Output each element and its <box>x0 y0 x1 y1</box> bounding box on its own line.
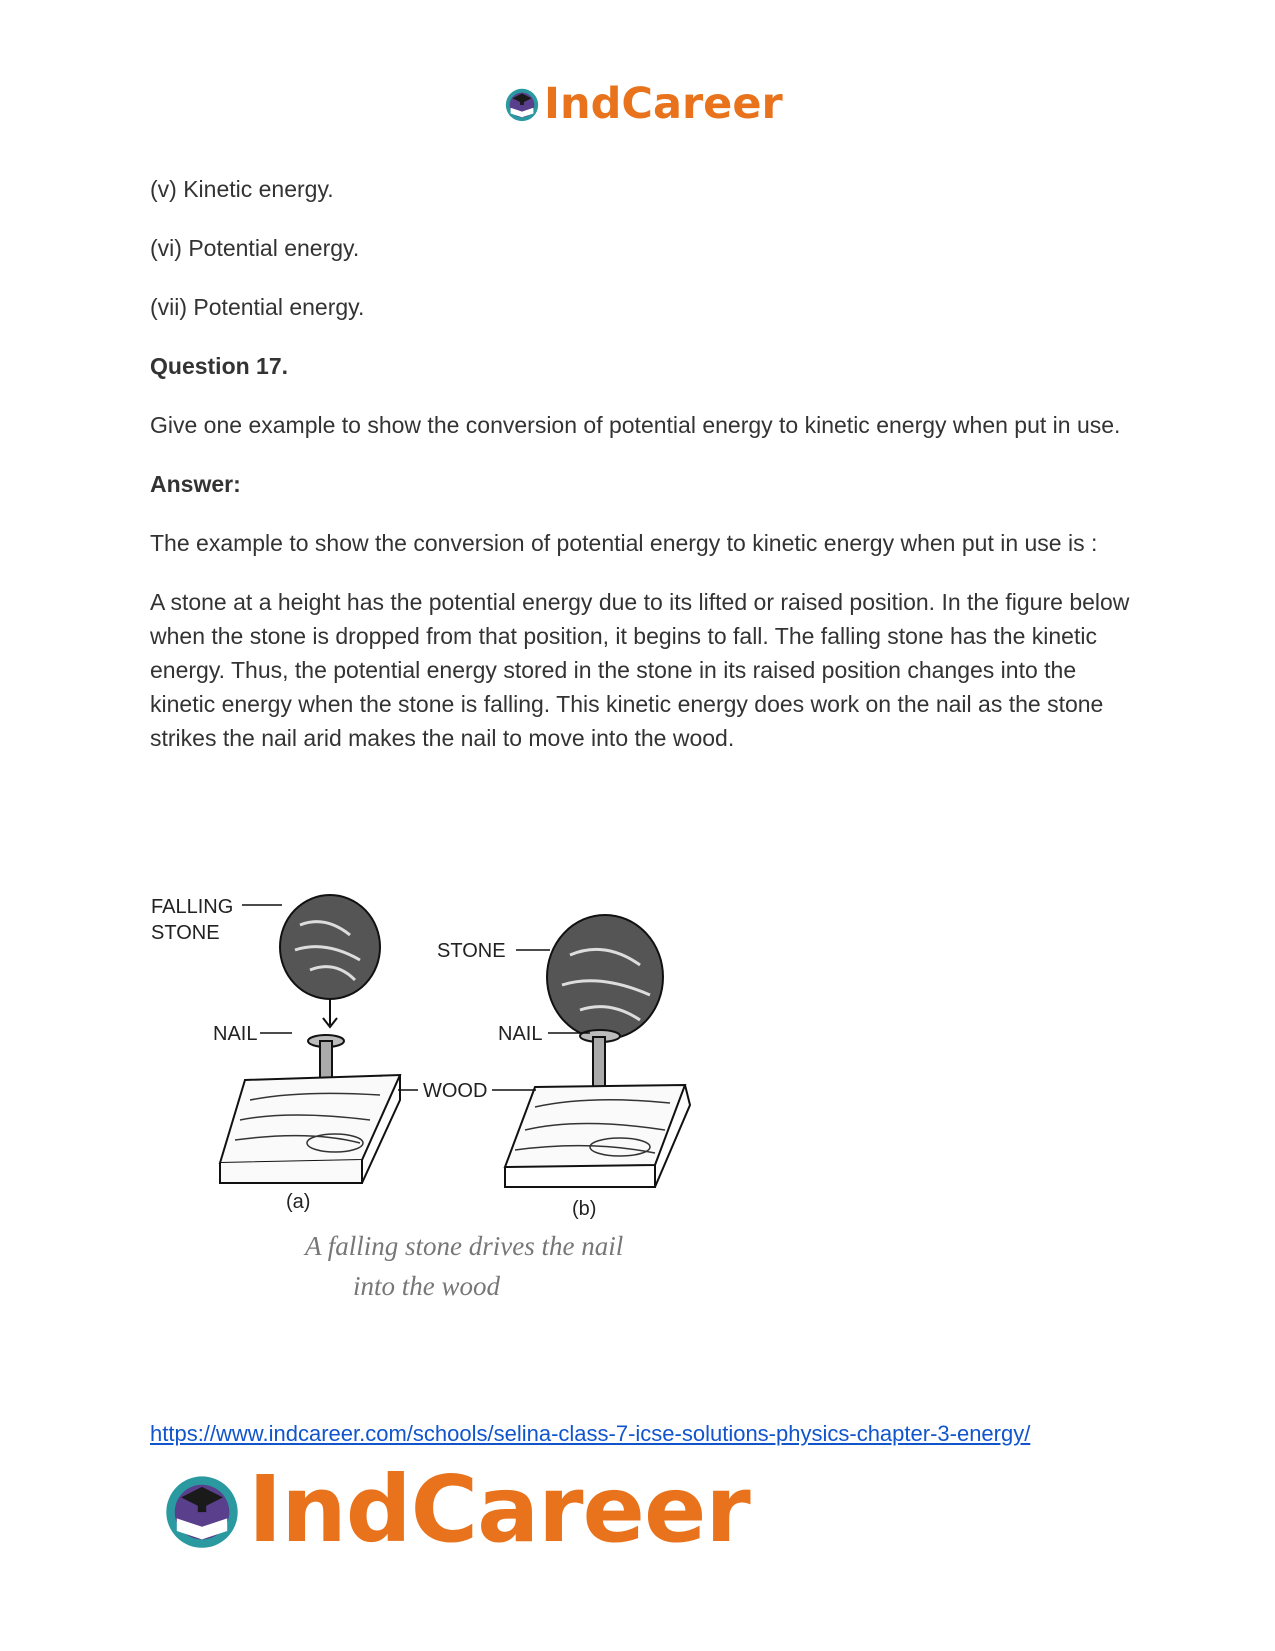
answer-heading: Answer: <box>150 471 241 497</box>
label-panel-b: (b) <box>572 1198 597 1220</box>
globe-book-icon <box>160 1468 244 1552</box>
label-panel-a: (a) <box>286 1191 311 1213</box>
answer-body: A stone at a height has the potential energy due to its lifted or raised position. In the figure below when the stone is dropped from that position, it begins to fall. The falling stone has the kinetic energy. Thus, the potential energy stored in the stone in its raised position changes into the kinetic energy when the stone is falling. This kinetic energy does work on the nail as the stone strikes the nail arid makes the nail to move into the wood. <box>150 589 1130 751</box>
figure-caption-line1: A falling stone drives the nail <box>305 1231 624 1261</box>
question-text: Give one example to show the conversion of potential energy to kinetic energy when put in use. <box>150 412 1121 438</box>
label-nail-b: NAIL <box>498 1023 543 1045</box>
label-wood: WOOD <box>423 1080 488 1102</box>
footer-logo <box>160 1456 750 1563</box>
logo-text: IndCareer <box>544 78 783 129</box>
question-heading: Question 17. <box>150 353 289 379</box>
label-stone: STONE <box>437 940 506 962</box>
globe-book-icon <box>503 85 541 123</box>
list-item: (vii) Potential energy. <box>150 294 365 320</box>
label-nail-a: NAIL <box>213 1023 258 1045</box>
logo-text: IndCareer <box>248 1456 750 1563</box>
stone-nail-figure <box>150 885 750 1325</box>
list-item: (vi) Potential energy. <box>150 235 360 261</box>
stone-shape <box>547 915 663 1039</box>
header-logo <box>503 76 783 132</box>
label-falling: FALLING <box>151 896 234 918</box>
source-url-link[interactable]: https://www.indcareer.com/schools/selina-class-7-icse-solutions-physics-chapter-3-energy/ <box>150 1421 1031 1446</box>
list-item: (v) Kinetic energy. <box>150 176 334 202</box>
figure-caption-line2: into the wood <box>353 1271 500 1301</box>
document-body <box>150 172 1130 780</box>
panel-b <box>505 915 690 1187</box>
answer-intro: The example to show the conversion of potential energy to kinetic energy when put in use is : <box>150 530 1098 556</box>
label-falling-stone: STONE <box>151 922 220 944</box>
